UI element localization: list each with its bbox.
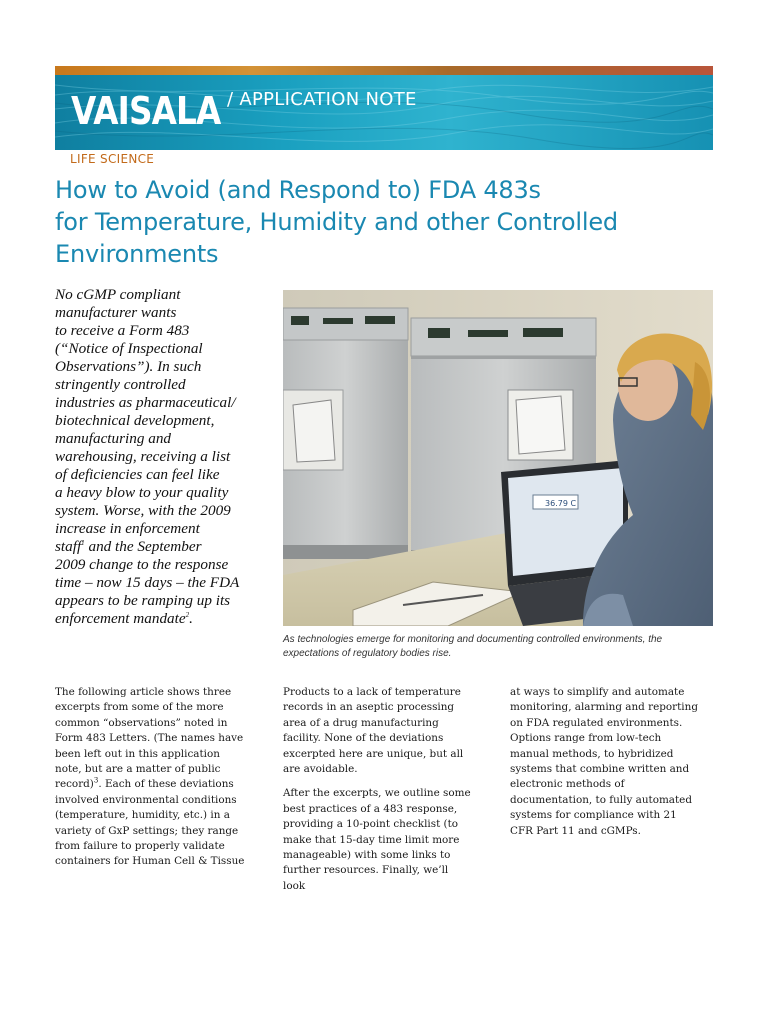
intro-line: time – now 15 days – the FDA: [55, 574, 240, 591]
title-line: How to Avoid (and Respond to) FDA 483s: [55, 176, 541, 204]
title-line: for Temperature, Humidity and other Controlled: [55, 208, 618, 236]
intro-line: manufacturing and: [55, 430, 172, 447]
lab-illustration: [283, 290, 713, 626]
intro-line: of deficiencies can feel like: [55, 466, 220, 483]
intro-line: 2009 change to the response: [55, 556, 229, 573]
intro-line: .: [189, 610, 193, 627]
intro-line: staff: [55, 538, 82, 555]
intro-line: and the September: [84, 538, 202, 555]
footnote-ref: 2: [185, 610, 190, 619]
intro-line: industries as pharmaceutical/: [55, 394, 236, 411]
header-banner: [55, 75, 713, 150]
document-title: [55, 174, 725, 270]
section-label: LIFE SCIENCE: [70, 152, 155, 166]
footnote-ref: 1: [81, 538, 85, 547]
body-paragraph: Products to a lack of temperature records in an aseptic processing area of a drug manufacturing facility. None of the deviations excerpted here are unique, but all are avoidable.: [283, 686, 464, 776]
body-text: . Each of these deviations involved environmental conditions (temperature, humidity, etc.) in a variety of GxP settings; they range from failure to properly validate containers for Human Cell & Tissue: [55, 778, 245, 868]
intro-line: enforcement mandate: [55, 610, 186, 627]
intro-line: (“Notice of Inspectional: [55, 340, 203, 357]
intro-line: system. Worse, with the 2009: [55, 502, 231, 519]
vaisala-logo: VAISALA: [71, 89, 221, 133]
body-paragraph: at ways to simplify and automate monitoring, alarming and reporting on FDA regulated environments. Options range from low-tech manual methods, to hybridized systems that combine written and electronic methods of documentation, to fully automated systems for compliance with 21 CFR Part 11 and cGMPs.: [510, 686, 698, 837]
intro-line: No cGMP compliant: [55, 286, 181, 303]
body-column-2: [283, 685, 473, 903]
body-text: The following article shows three excerpts from some of the more common “observations” noted in Form 483 Letters. (The names have been left out in this application note, but are a matter of public record): [55, 686, 244, 791]
title-line: Environments: [55, 240, 219, 268]
header-accent-stripe: [55, 66, 713, 75]
intro-line: manufacturer wants: [55, 304, 177, 321]
footnote-ref: 3: [93, 776, 99, 785]
screen-reading: 36.79 C: [545, 499, 577, 508]
intro-line: Observations”). In such: [55, 358, 202, 375]
intro-paragraph: [55, 286, 260, 628]
lab-photo: [283, 290, 713, 626]
intro-line: to receive a Form 483: [55, 322, 190, 339]
intro-line: increase in enforcement: [55, 520, 200, 537]
application-note-label: / APPLICATION NOTE: [227, 89, 417, 110]
intro-line: biotechnical development,: [55, 412, 215, 429]
body-column-1: [55, 685, 245, 879]
body-paragraph: After the excerpts, we outline some best practices of a 483 response, providing a 10-point checklist (to make that 15-day time limit more manageable) with some links to further resources. Finally, we’ll look: [283, 787, 471, 892]
intro-line: warehousing, receiving a list: [55, 448, 231, 465]
body-paragraph: [55, 685, 245, 870]
intro-line: stringently controlled: [55, 376, 186, 393]
intro-line: a heavy blow to your quality: [55, 484, 229, 501]
photo-caption: As technologies emerge for monitoring and documenting controlled environments, the expectations of regulatory bodies rise.: [283, 634, 663, 659]
intro-line: appears to be ramping up its: [55, 592, 231, 609]
body-column-3: [510, 685, 700, 848]
